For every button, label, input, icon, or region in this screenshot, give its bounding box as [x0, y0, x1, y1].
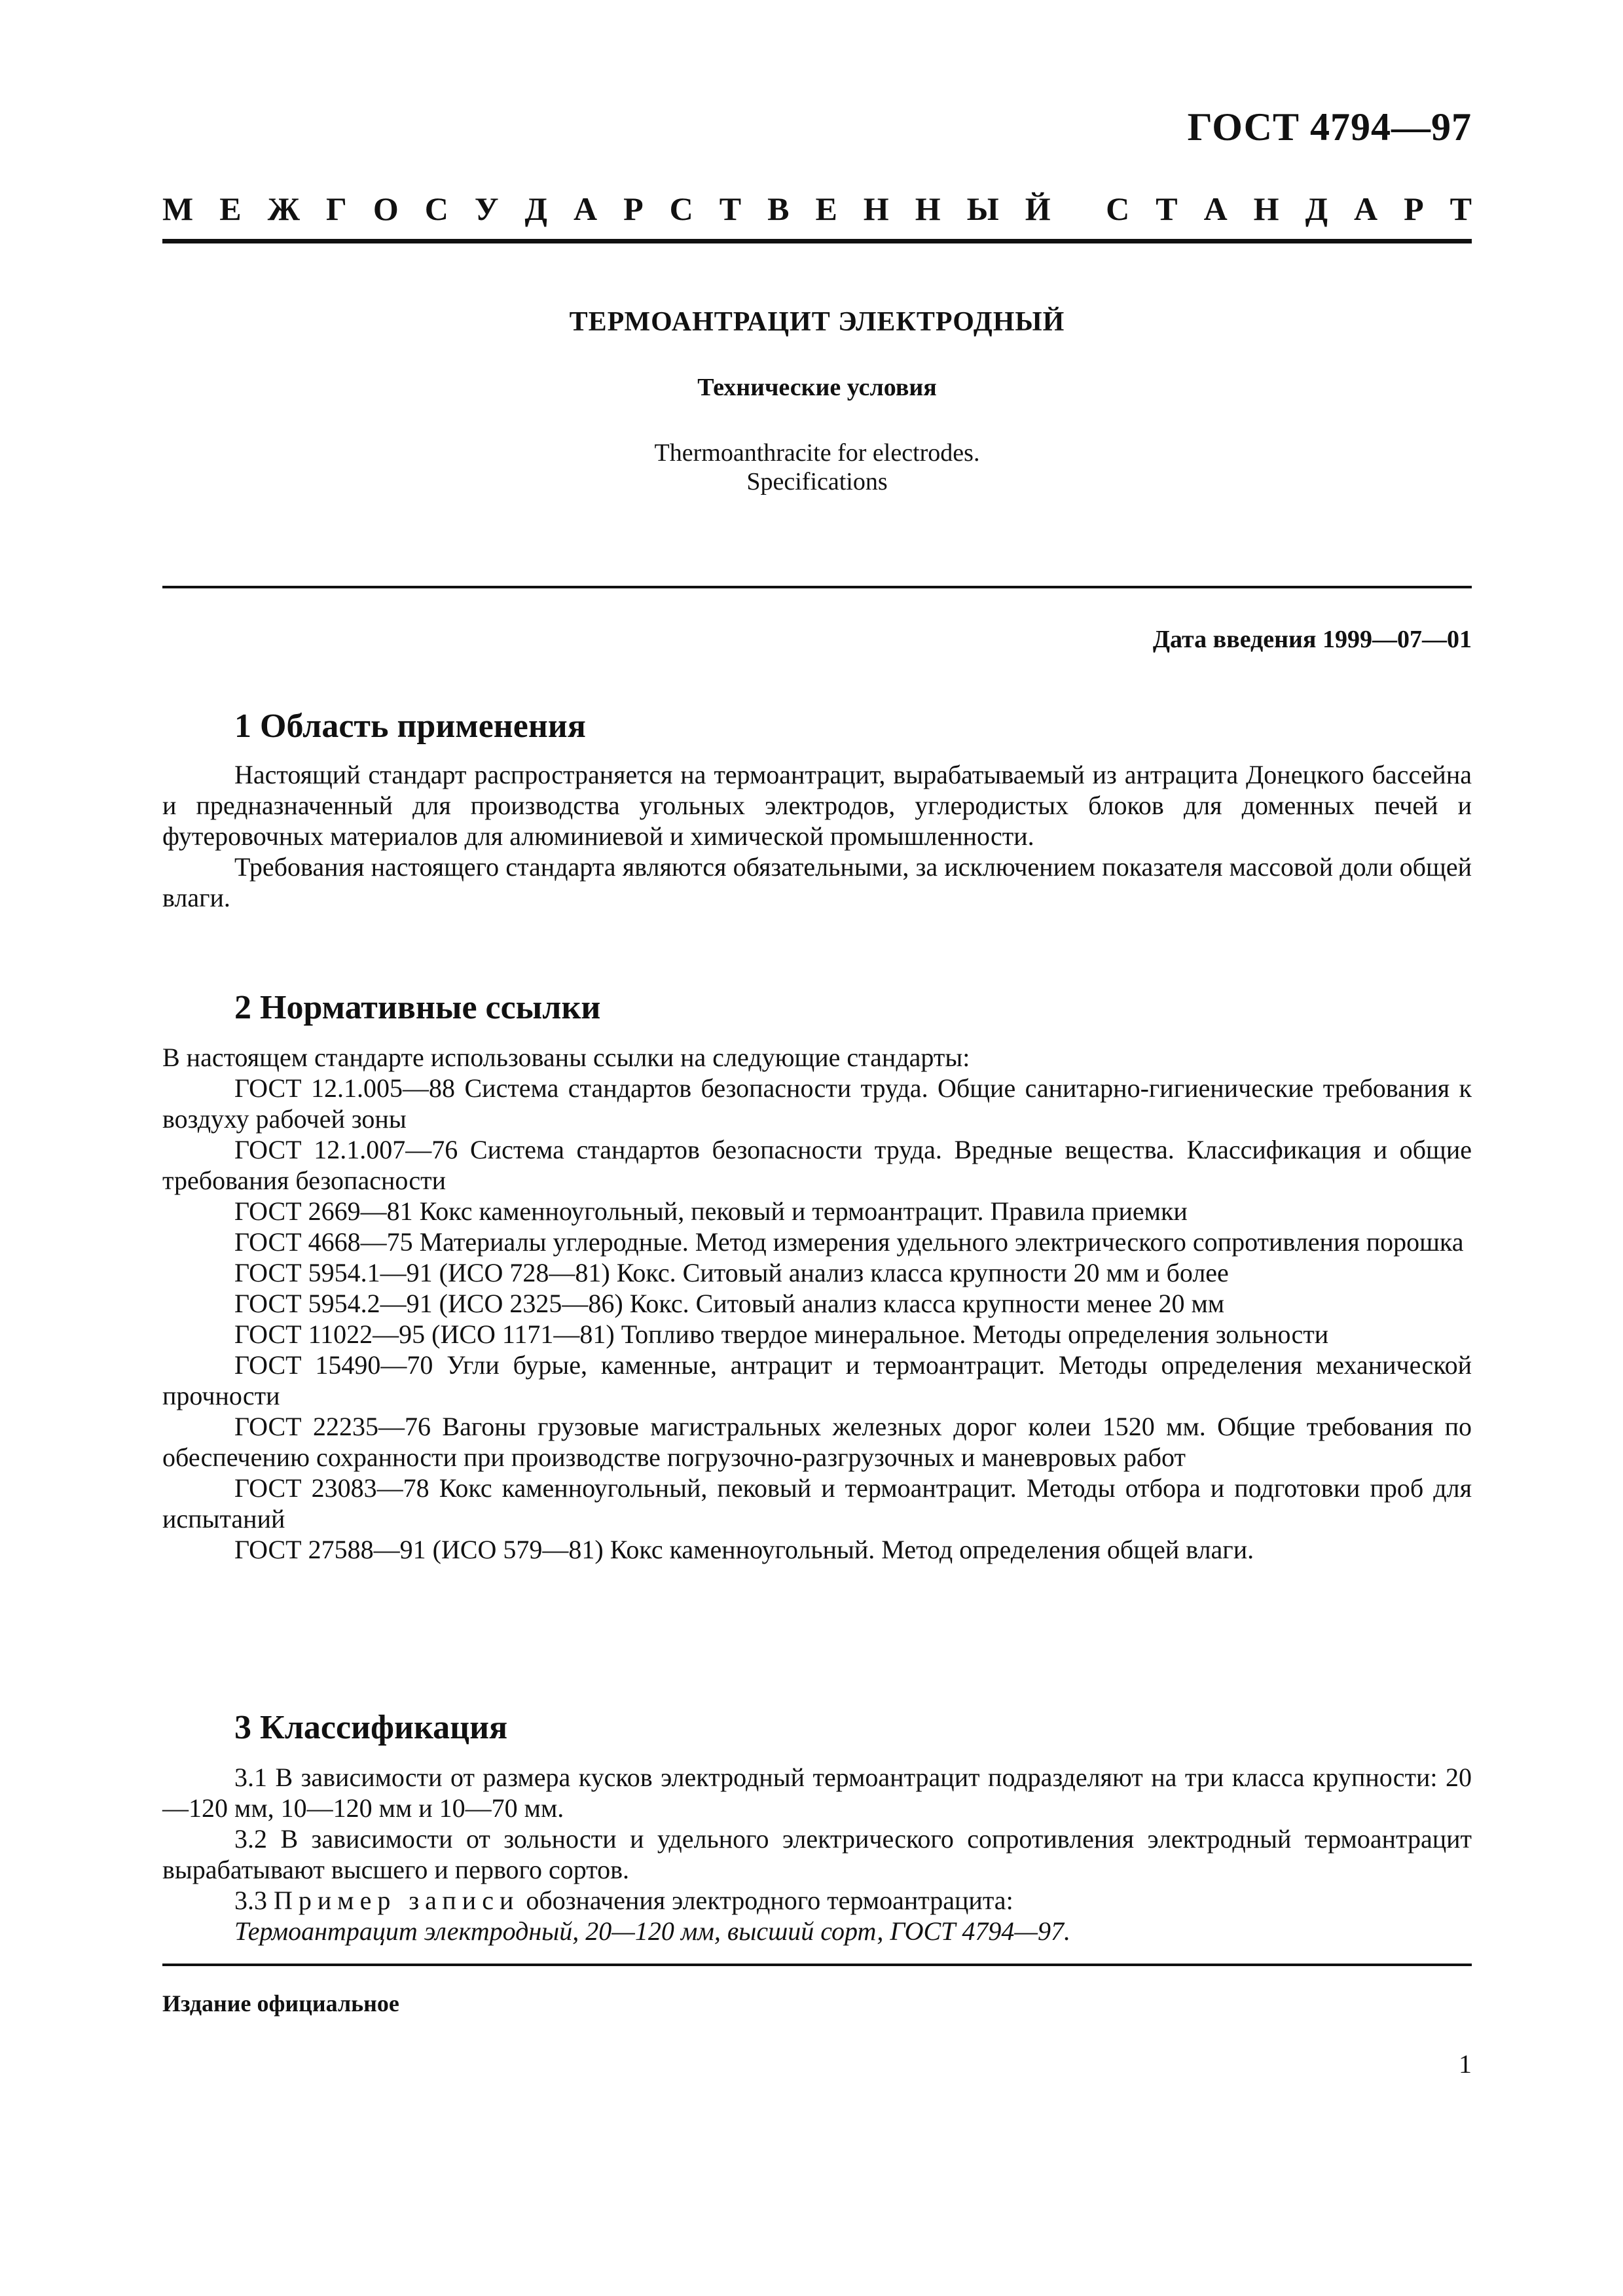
section-3-paragraph-2: 3.2 В зависимости от зольности и удельного электрического сопротивления электродный термоантрацит вырабатывают высшего и первого сортов. [162, 1824, 1472, 1884]
banner-letter: Р [1404, 190, 1424, 227]
section-3-heading: 3 Классификация [234, 1709, 508, 1746]
reference-item: ГОСТ 12.1.007—76 Система стандартов безопасности труда. Вредные вещества. Классификация и общие требования безопасности [162, 1135, 1472, 1195]
banner-letter: Д [1305, 190, 1328, 227]
page-number: 1 [1459, 2049, 1472, 2079]
title-rule [162, 586, 1472, 588]
banner-letter: Н [1253, 190, 1279, 227]
clause-number: 3.3 [234, 1886, 267, 1915]
banner-letter: Е [219, 190, 242, 227]
banner-letter: С [669, 190, 693, 227]
banner-letter: Т [1450, 190, 1472, 227]
reference-item: ГОСТ 27588—91 (ИСО 579—81) Кокс каменноугольный. Метод определения общей влаги. [234, 1535, 1254, 1564]
spaced-emphasis: Пример записи [274, 1886, 520, 1915]
section-2-heading: 2 Нормативные ссылки [234, 989, 601, 1026]
section-3-paragraph-3 [162, 1885, 1472, 1916]
banner-letter: А [1203, 190, 1228, 227]
english-title-line-2: Specifications [746, 468, 888, 495]
gost-number: ГОСТ 4794—97 [1187, 105, 1472, 149]
banner-letter: М [162, 190, 194, 227]
interstate-standard-banner [162, 190, 1472, 228]
clause-text: обозначения электродного термоантрацита: [526, 1886, 1013, 1915]
reference-item: ГОСТ 12.1.005—88 Система стандартов безопасности труда. Общие санитарно-гигиенические требования к воздуху рабочей зоны [162, 1073, 1472, 1134]
reference-item: ГОСТ 23083—78 Кокс каменноугольный, пековый и термоантрацит. Методы отбора и подготовки проб для испытаний [162, 1473, 1472, 1534]
banner-letter: О [373, 190, 399, 227]
introduction-date: Дата введения 1999—07—01 [1152, 626, 1472, 653]
banner-letter: Р [623, 190, 644, 227]
banner-letter: Ы [966, 190, 999, 227]
header-rule [162, 239, 1472, 243]
banner-letter: Н [915, 190, 941, 227]
section-1-heading: 1 Область применения [234, 708, 586, 745]
section-2-body [162, 1042, 1472, 1565]
reference-item: ГОСТ 11022—95 (ИСО 1171—81) Топливо твердое минеральное. Методы определения зольности [234, 1319, 1329, 1349]
document-title: ТЕРМОАНТРАЦИТ ЭЛЕКТРОДНЫЙ [569, 307, 1065, 337]
interstate-word-1 [162, 190, 1051, 228]
interstate-word-2 [1106, 190, 1472, 228]
footer-rule [162, 1964, 1472, 1966]
banner-letter: А [1353, 190, 1378, 227]
reference-item: ГОСТ 5954.1—91 (ИСО 728—81) Кокс. Ситовый анализ класса крупности 20 мм и более [234, 1258, 1229, 1287]
banner-letter: Й [1025, 190, 1051, 227]
banner-letter: Е [815, 190, 837, 227]
english-title-line-1: Thermoanthracite for electrodes. [654, 439, 980, 467]
section-1-body [162, 759, 1472, 913]
banner-letter: У [474, 190, 499, 227]
banner-letter: Т [1156, 190, 1178, 227]
designation-example: Термоантрацит электродный, 20—120 мм, высший сорт, ГОСТ 4794—97. [234, 1916, 1070, 1946]
official-edition-label: Издание официальное [162, 1990, 399, 2017]
banner-letter: Ж [267, 190, 301, 227]
reference-item: ГОСТ 2669—81 Кокс каменноугольный, пековый и термоантрацит. Правила приемки [234, 1196, 1188, 1226]
banner-letter: Г [326, 190, 347, 227]
reference-item: ГОСТ 5954.2—91 (ИСО 2325—86) Кокс. Ситовый анализ класса крупности менее 20 мм [234, 1289, 1225, 1318]
banner-letter: Д [524, 190, 547, 227]
section-1-paragraph-2: Требования настоящего стандарта являются обязательными, за исключением показателя массовой доли общей влаги. [162, 852, 1472, 912]
banner-letter: С [1106, 190, 1130, 227]
reference-item: ГОСТ 4668—75 Материалы углеродные. Метод измерения удельного электрического сопротивления порошка [234, 1227, 1464, 1257]
banner-letter: А [573, 190, 598, 227]
section-3-body [162, 1762, 1472, 1946]
reference-item: ГОСТ 22235—76 Вагоны грузовые магистральных железных дорог колеи 1520 мм. Общие требования по обеспечению сохранности при производстве погрузочно-разгрузочных и маневровых работ [162, 1412, 1472, 1472]
banner-letter: С [424, 190, 448, 227]
banner-letter: Н [863, 190, 889, 227]
document-subtitle: Технические условия [697, 374, 937, 401]
section-1-paragraph-1: Настоящий стандарт распространяется на термоантрацит, вырабатываемый из антрацита Донецкого бассейна и предназначенный для производства угольных электродов, углеродистых блоков для доменных печей и футеровочных материалов для алюминиевой и химической промышленности. [162, 760, 1472, 851]
banner-letter: Т [719, 190, 742, 227]
banner-letter: В [767, 190, 790, 227]
references-lead: В настоящем стандарте использованы ссылки на следующие стандарты: [162, 1043, 970, 1072]
document-english-title [162, 439, 1472, 496]
section-3-paragraph-1: 3.1 В зависимости от размера кусков электродный термоантрацит подразделяют на три класса крупности: 20—120 мм, 10—120 мм и 10—70 мм. [162, 1763, 1472, 1823]
reference-item: ГОСТ 15490—70 Угли бурые, каменные, антрацит и термоантрацит. Методы определения механической прочности [162, 1350, 1472, 1410]
